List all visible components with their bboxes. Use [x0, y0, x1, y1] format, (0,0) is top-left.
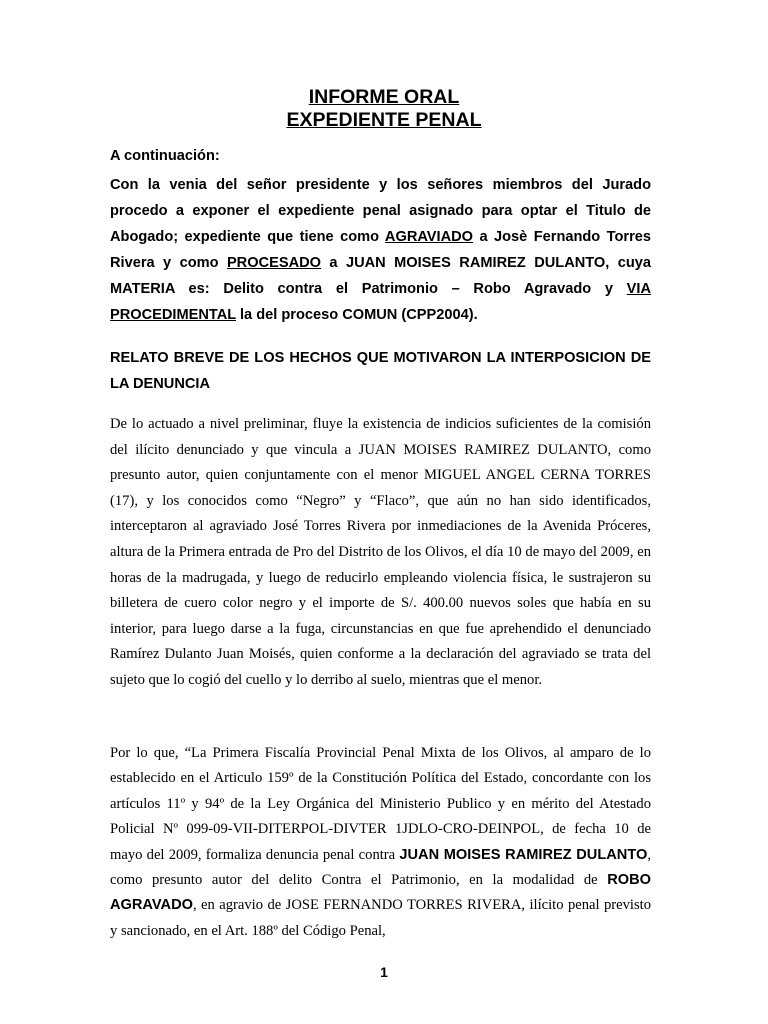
complaint-text-2: , como presunto autor del delito Contra el Patrimonio, en la modalidad de — [110, 846, 651, 889]
complaint-text-1: Por lo que, “La Primera Fiscalía Provincial Penal Mixta de los Olivos, al amparo de lo establecido en el Articulo 159º de la Constitución Política del Estado, concordante con los artículos 11º y 94º de la Ley Orgánica del Ministerio Publico y en mérito del Atestado Policial Nº 099-09-VII-DITERPOL-DIVTER 1JDLO-CRO-DEINPOL, de fecha 10 de mayo del 2009, formaliza denuncia penal contra — [110, 745, 651, 863]
page-number: 1 — [380, 964, 388, 980]
via-procedimental-term: VIA PROCEDIMENTAL — [110, 281, 651, 324]
intro-label: A continuación: — [110, 148, 220, 164]
crime-name: ROBO AGRAVADO — [110, 872, 651, 914]
facts-paragraph: De lo actuado a nivel preliminar, fluye la existencia de indicios suficientes de la comisión del ilícito denunciado y que vincula a JUAN MOISES RAMIREZ DULANTO, como presunto autor, quien conjuntamente con el menor MIGUEL ANGEL CERNA TORRES (17), y los conocidos como “Negro” y “Flaco”, que aún no han sido identificados, interceptaron al agraviado José Torres Rivera por inmediaciones de la Avenida Próceres, altura de la Primera entrada de Pro del Distrito de los Olivos, el día 10 de mayo del 2009, en horas de la madrugada, y luego de reducirlo empleando violencia física, le sustrajeron su billetera de cuero color negro y el importe de S/. 400.00 nuevos soles que había en su interior, para luego darse a la fuga, circunstancias en que fue aprehendido el denunciado Ramírez Dulanto Juan Moisés, quien conforme a la declaración del agraviado se trata del sujeto que lo cogió del cuello y lo derribo al suelo, mientras que el menor. — [110, 416, 651, 688]
intro-text-2: a Josè Fernando Torres Rivera y como — [110, 229, 651, 272]
intro-text-1: Con la venia del señor presidente y los señores miembros del Jurado procedo a exponer el expediente penal asignado para optar el Titulo de Abogado; expediente que tiene como — [110, 177, 651, 246]
document-subtitle: EXPEDIENTE PENAL — [286, 109, 482, 131]
document-title: INFORME ORAL — [308, 86, 460, 108]
intro-text-4: la del proceso COMUN (CPP2004). — [235, 307, 478, 324]
complaint-text-3: , en agravio de JOSE FERNANDO TORRES RIVERA, ilícito penal previsto y sancionado, en el Art. 188º del Código Penal, — [110, 897, 651, 939]
accused-name: JUAN MOISES RAMIREZ DULANTO — [399, 846, 648, 863]
agraviado-term: AGRAVIADO — [384, 229, 474, 246]
intro-paragraph — [110, 172, 651, 329]
intro-text-3: a JUAN MOISES RAMIREZ DULANTO, cuya MATERIA es: Delito contra el Patrimonio – Robo Agravado y — [110, 255, 652, 298]
procesado-term: PROCESADO — [226, 255, 321, 272]
complaint-paragraph — [110, 741, 651, 944]
section-heading: RELATO BREVE DE LOS HECHOS QUE MOTIVARON LA INTERPOSICION DE LA DENUNCIA — [110, 350, 651, 393]
